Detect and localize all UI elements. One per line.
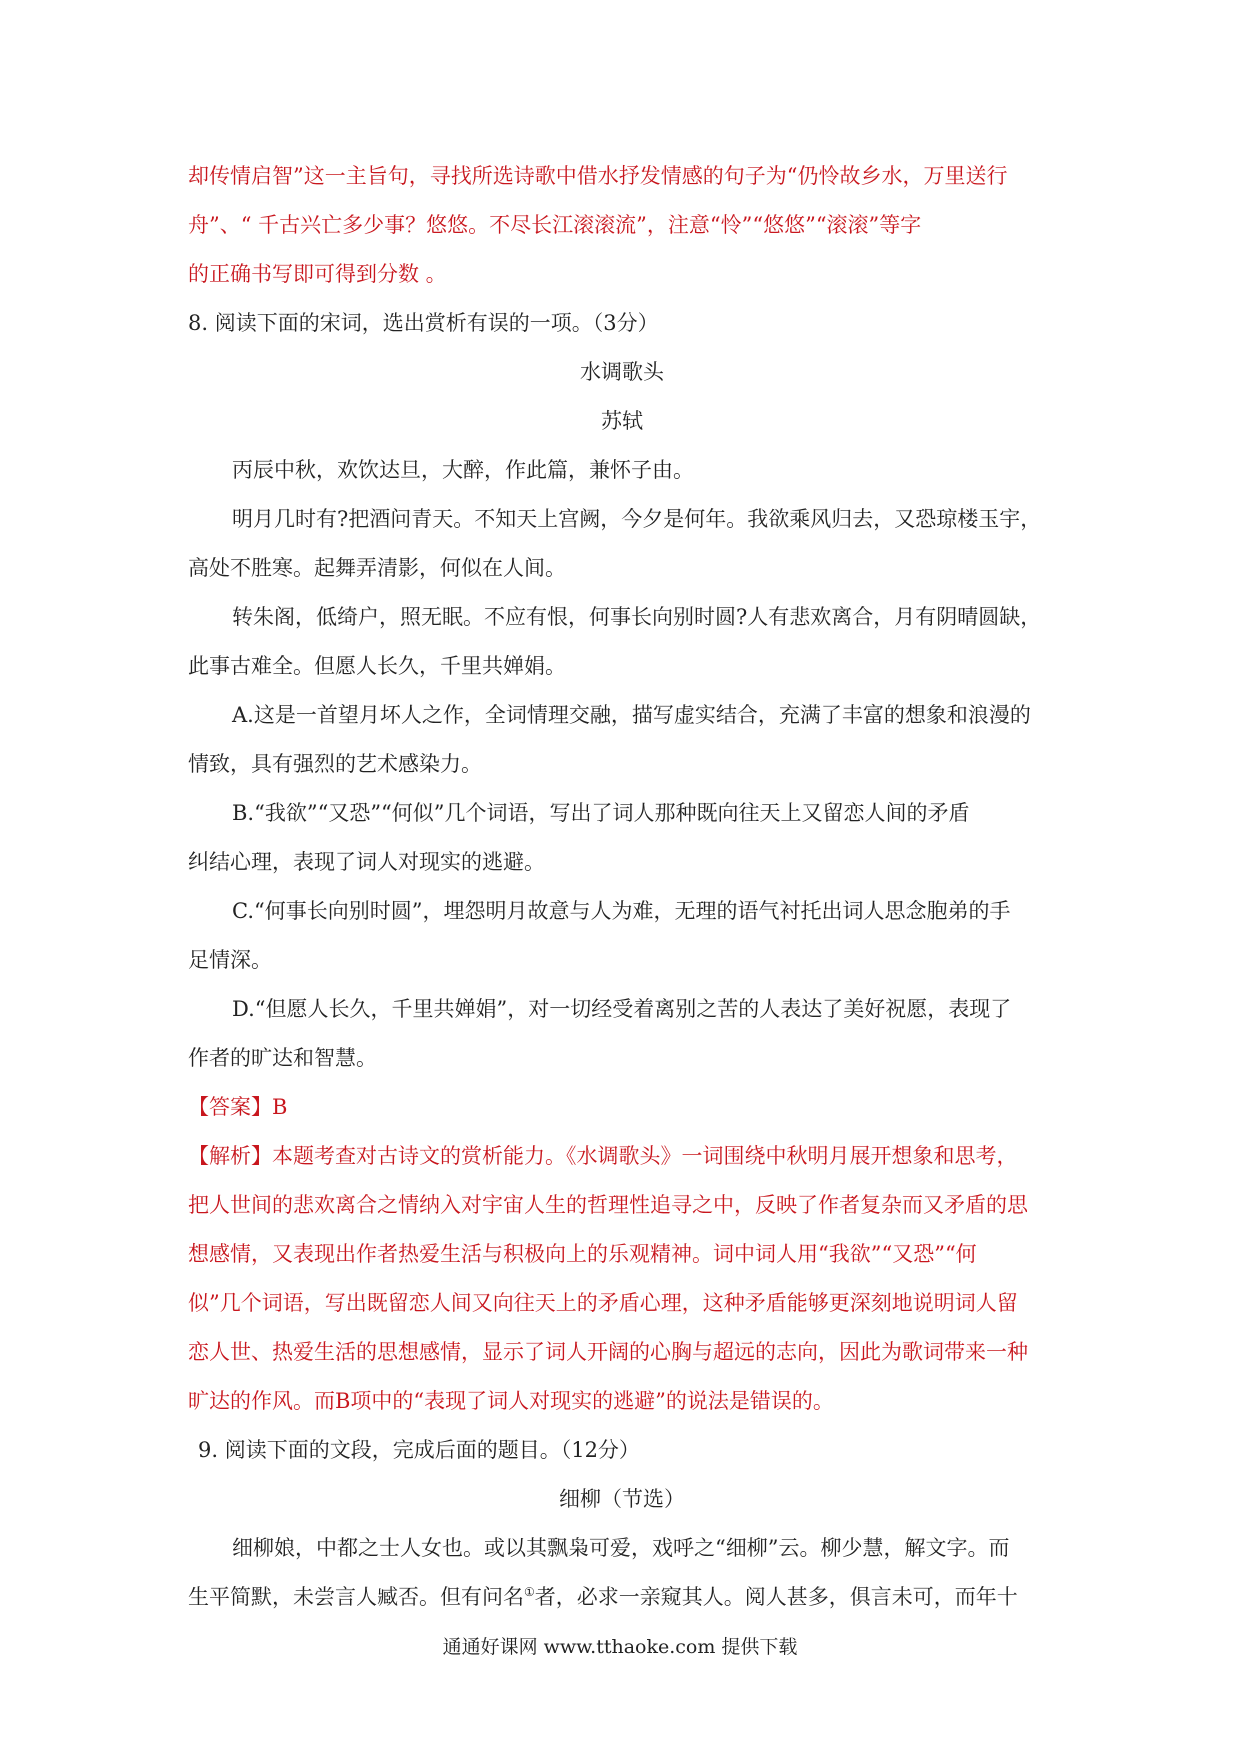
- footnote-marker: ①: [524, 1585, 535, 1599]
- passage-line-2: [188, 1573, 1056, 1622]
- analysis-line-4: 似”几个词语，写出既留恋人间又向往天上的矛盾心理，这种矛盾能够更深刻地说明词人留: [188, 1291, 1018, 1315]
- question-9-stem: 9. 阅读下面的文段，完成后面的题目。（12分）: [198, 1438, 640, 1462]
- poem-stanza-2-line-1: 转朱阁，低绮户，照无眠。不应有恨，何事长向别时圆?人有悲欢离合，月有阴晴圆缺，: [232, 605, 1042, 629]
- analysis-line-5: 恋人世、热爱生活的思想感情，显示了词人开阔的心胸与超远的志向，因此为歌词带来一种: [188, 1340, 1028, 1364]
- poem-title: 水调歌头: [580, 360, 664, 384]
- option-c-line-1: C.“何事长向别时圆”，埋怨明月故意与人为难，无理的语气衬托出词人思念胞弟的手: [232, 899, 1011, 923]
- passage-title: 细柳（节选）: [559, 1487, 685, 1511]
- answer-label: 【答案】B: [188, 1095, 288, 1119]
- option-d-line-1: D.“但愿人长久，千里共婵娟”，对一切经受着离别之苦的人表达了美好祝愿，表现了: [232, 997, 1012, 1021]
- option-b-line-2: 纠结心理，表现了词人对现实的逃避。: [188, 850, 545, 874]
- page-footer: 通通好课网 www.tthaoke.com 提供下载: [442, 1636, 798, 1658]
- document-body: [188, 152, 1056, 1622]
- analysis-line-2: 把人世间的悲欢离合之情纳入对宇宙人生的哲理性追寻之中，反映了作者复杂而又矛盾的思: [188, 1193, 1028, 1217]
- passage-line-2-end: 者，必求一亲窥其人。阅人甚多，俱言未可，而年十: [534, 1585, 1018, 1609]
- poem-stanza-1-line-2: 高处不胜寒。起舞弄清影，何似在人间。: [188, 556, 566, 580]
- option-c-line-2: 足情深。: [188, 948, 272, 972]
- prev-explanation-line-3: 的正确书写即可得到分数 。: [188, 262, 447, 286]
- analysis-line-6: 旷达的作风。而B项中的“表现了词人对现实的逃避”的说法是错误的。: [188, 1389, 834, 1413]
- analysis-line-3: 想感情，又表现出作者热爱生活与积极向上的乐观精神。词中词人用“我欲”“又恐”“何: [188, 1242, 977, 1266]
- poem-preface: 丙辰中秋，欢饮达旦，大醉，作此篇，兼怀子由。: [232, 458, 694, 482]
- prev-explanation-line-1: 却传情启智”这一主旨句，寻找所选诗歌中借水抒发情感的句子为“仍怜故乡水，万里送行: [188, 164, 1008, 188]
- question-8-stem: 8. 阅读下面的宋词，选出赏析有误的一项。（3分）: [188, 311, 659, 335]
- passage-line-2-start: 生平简默，未尝言人臧否。但有问名: [188, 1585, 524, 1609]
- option-a-line-1: A.这是一首望月坏人之作，全词情理交融，描写虚实结合，充满了丰富的想象和浪漫的: [232, 703, 1031, 727]
- passage-line-1: 细柳娘，中都之士人女也。或以其飘枭可爱，戏呼之“细柳”云。柳少慧，解文字。而: [232, 1536, 1010, 1560]
- option-a-line-2: 情致，具有强烈的艺术感染力。: [188, 752, 482, 776]
- option-d-line-2: 作者的旷达和智慧。: [188, 1046, 377, 1070]
- prev-explanation-line-2: 舟”、“ 千古兴亡多少事？悠悠。不尽长江滚滚流”，注意“怜”“悠悠”“滚滚”等字: [188, 213, 922, 237]
- poem-author: 苏轼: [601, 409, 643, 433]
- option-b-line-1: B.“我欲”“又恐”“何似”几个词语，写出了词人那种既向往天上又留恋人间的矛盾: [232, 801, 970, 825]
- analysis-line-1: 【解析】本题考查对古诗文的赏析能力。《水调歌头》一词围绕中秋明月展开想象和思考，: [188, 1144, 1018, 1168]
- poem-stanza-1-line-1: 明月几时有?把酒问青天。不知天上宫阙，今夕是何年。我欲乘风归去，又恐琼楼玉宇，: [232, 507, 1042, 531]
- poem-stanza-2-line-2: 此事古难全。但愿人长久，千里共婵娟。: [188, 654, 566, 678]
